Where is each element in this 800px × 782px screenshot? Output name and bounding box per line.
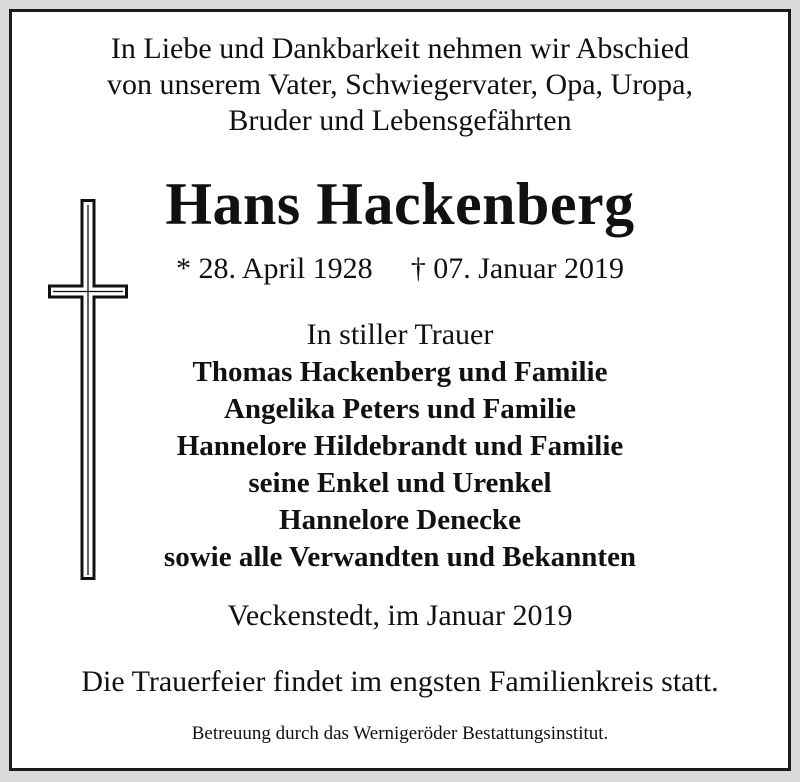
mourner-line: Hannelore Hildebrandt und Familie bbox=[176, 430, 624, 462]
birth-date: * 28. April 1928 bbox=[176, 252, 373, 285]
cross-icon bbox=[48, 199, 128, 581]
death-date: † 07. Januar 2019 bbox=[410, 252, 624, 285]
intro-line-3: Bruder und Lebensgefährten bbox=[228, 104, 572, 137]
obituary-notice bbox=[9, 9, 791, 771]
mourner-line: sowie alle Verwandten und Bekannten bbox=[163, 541, 637, 573]
life-dates bbox=[12, 254, 788, 284]
funeral-home-note: Betreuung durch das Wernigeröder Bestattungsinstitut. bbox=[191, 723, 609, 744]
place-date: Veckenstedt, im Januar 2019 bbox=[227, 599, 573, 632]
intro-line-1: In Liebe und Dankbarkeit nehmen wir Abschied bbox=[110, 32, 690, 65]
mourner-line: Thomas Hackenberg und Familie bbox=[192, 356, 608, 388]
mourner-line: Hannelore Denecke bbox=[279, 504, 521, 536]
intro-line-2: von unserem Vater, Schwiegervater, Opa, Uropa, bbox=[106, 68, 693, 101]
mourner-line: Angelika Peters und Familie bbox=[223, 393, 576, 425]
mourning-intro: In stiller Trauer bbox=[306, 318, 494, 351]
mourner-line: seine Enkel und Urenkel bbox=[248, 467, 552, 499]
funeral-note: Die Trauerfeier findet im engsten Familienkreis statt. bbox=[81, 665, 719, 698]
deceased-name: Hans Hackenberg bbox=[165, 171, 635, 237]
